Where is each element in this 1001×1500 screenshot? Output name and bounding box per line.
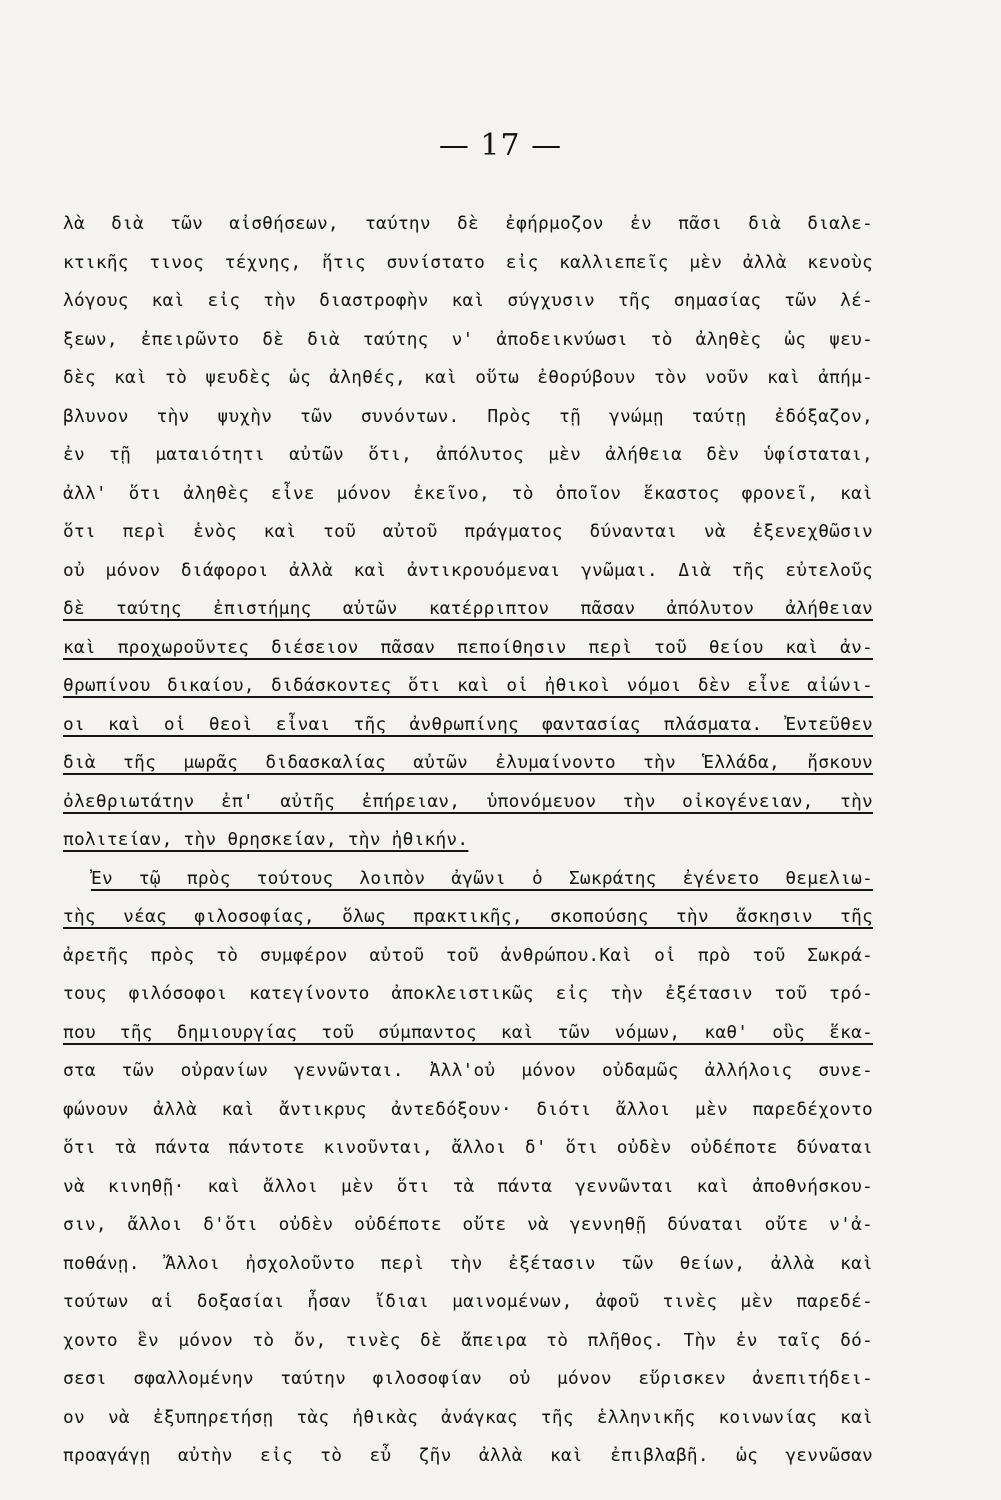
text-line-content: στα τῶν οὐρανίων γεννῶνται. Ἀλλ'οὐ μόνον οὐδαμῶς ἀλλήλοις συνε- bbox=[63, 1060, 873, 1081]
text-line-content: χοντο ἓν μόνον τὸ ὄν, τινὲς δὲ ἄπειρα τὸ πλῆθος. Τὴν ἐν ταῖς δό- bbox=[63, 1329, 873, 1351]
text-line-content: ξεων, ἐπειρῶντο δὲ διὰ ταύτης ν' ἀποδεικνύωσι τὸ ἀληθὲς ὡς ψευ- bbox=[63, 328, 873, 350]
text-line bbox=[63, 1245, 873, 1284]
text-line-content: ὀλεθριωτάτην ἐπ' αὐτῆς ἐπήρειαν, ὑπονόμευον τὴν οἰκογένειαν, τὴν bbox=[63, 790, 873, 812]
text-line bbox=[63, 937, 873, 976]
text-line-content: πολιτείαν, τὴν θρησκείαν, τὴν ἠθικήν. bbox=[63, 829, 469, 850]
page-number: — 17 — bbox=[438, 128, 563, 163]
text-line-content: τούτων αἱ δοξασίαι ἦσαν ἴδιαι μαινομένων, ἀφοῦ τινὲς μὲν παρεδέ- bbox=[63, 1291, 873, 1312]
text-line bbox=[63, 475, 873, 514]
text-line-content: σεσι σφαλλομένην ταύτην φιλοσοφίαν οὐ μόνον εὕρισκεν ἀνεπιτήδει- bbox=[63, 1368, 873, 1389]
text-line-content: ἀρετῆς πρὸς τὸ συμφέρον αὐτοῦ τοῦ ἀνθρώπου.Καὶ οἱ πρὸ τοῦ Σωκρά- bbox=[63, 944, 873, 966]
text-line-content: διὰ τῆς μωρᾶς διδασκαλίας αὐτῶν ἐλυμαίνοντο τὴν Ἑλλάδα, ἤσκουν bbox=[63, 752, 873, 773]
text-line bbox=[63, 398, 873, 437]
text-line-content: κτικῆς τινος τέχνης, ἥτις συνίστατο εἰς καλλιεπεῖς μὲν ἀλλὰ κενοὺς bbox=[63, 251, 873, 273]
text-line-content: προαγάγῃ αὐτὴν εἰς τὸ εὖ ζῆν ἀλλὰ καὶ ἐπιβλαβῆ. ὡς γεννῶσαν bbox=[63, 1445, 873, 1466]
text-line-content: ποθάνῃ. Ἄλλοι ἠσχολοῦντο περὶ τὴν ἐξέτασιν τῶν θείων, ἀλλὰ καὶ bbox=[63, 1252, 873, 1274]
text-line-content: ἀλλ' ὅτι ἀληθὲς εἶνε μόνον ἐκεῖνο, τὸ ὁποῖον ἕκαστος φρονεῖ, καὶ bbox=[63, 482, 873, 504]
text-line-content: δὲς καὶ τὸ ψευδὲς ὡς ἀληθές, καὶ οὕτω ἐθορύβουν τὸν νοῦν καὶ ἀπήμ- bbox=[63, 367, 873, 388]
text-line bbox=[63, 1091, 873, 1130]
text-line bbox=[63, 629, 873, 668]
text-line-content: τὴς νέας φιλοσοφίας, ὅλως πρακτικῆς, σκοπούσης τὴν ἄσκησιν τῆς bbox=[63, 906, 873, 927]
text-line-content: βλυνον τὴν ψυχὴν τῶν συνόντων. Πρὸς τῇ γνώμῃ ταύτῃ ἐδόξαζον, bbox=[63, 405, 873, 427]
text-line bbox=[63, 744, 873, 783]
text-line bbox=[63, 590, 873, 629]
text-line bbox=[63, 205, 873, 244]
text-line-content: ἐν τῇ ματαιότητι αὐτῶν ὅτι, ἀπόλυτος μὲν ἀλήθεια δὲν ὑφίσταται, bbox=[63, 444, 873, 465]
text-line bbox=[63, 1283, 873, 1322]
text-line bbox=[63, 1014, 873, 1053]
text-line bbox=[63, 244, 873, 283]
text-line bbox=[63, 1168, 873, 1207]
text-line-content: φώνουν ἀλλὰ καὶ ἄντικρυς ἀντεδόξουν· διότι ἄλλοι μὲν παρεδέχοντο bbox=[63, 1098, 873, 1120]
text-line bbox=[63, 359, 873, 398]
text-line-content: λὰ διὰ τῶν αἰσθήσεων, ταύτην δὲ ἐφήρμοζον ἐν πᾶσι διὰ διαλε- bbox=[63, 213, 873, 234]
text-line-content: οι καὶ οἱ θεοὶ εἶναι τῆς ἀνθρωπίνης φαντασίας πλάσματα. Ἐντεῦθεν bbox=[63, 713, 873, 735]
text-line bbox=[63, 436, 873, 475]
text-line-content: οὐ μόνον διάφοροι ἀλλὰ καὶ ἀντικρουόμεναι γνῶμαι. Διὰ τῆς εὐτελοῦς bbox=[63, 559, 873, 581]
text-line-content: δὲ ταύτης ἐπιστήμης αὐτῶν κατέρριπτον πᾶσαν ἀπόλυτον ἀλήθειαν bbox=[63, 598, 873, 619]
text-line-content: ὅτι περὶ ἑνὸς καὶ τοῦ αὐτοῦ πράγματος δύνανται νὰ ἐξενεχθῶσιν bbox=[63, 521, 873, 542]
text-line-content: νὰ κινηθῇ· καὶ ἄλλοι μὲν ὅτι τὰ πάντα γεννῶνται καὶ ἀποθνήσκου- bbox=[63, 1175, 873, 1197]
text-line-content: ὅτι τὰ πάντα πάντοτε κινοῦνται, ἄλλοι δ' ὅτι οὐδὲν οὐδέποτε δύναται bbox=[63, 1137, 873, 1158]
text-line-content: λόγους καὶ εἰς τὴν διαστροφὴν καὶ σύγχυσιν τῆς σημασίας τῶν λέ- bbox=[63, 290, 873, 311]
text-line-content: ον νὰ ἐξυπηρετήσῃ τὰς ἠθικὰς ἀνάγκας τῆς ἑλληνικῆς κοινωνίας καὶ bbox=[63, 1406, 873, 1428]
text-line-content: τους φιλόσοφοι κατεγίνοντο ἀποκλειστικῶς εἰς τὴν ἐξέτασιν τοῦ τρό- bbox=[63, 983, 873, 1004]
text-line-content: που τῆς δημιουργίας τοῦ σύμπαντος καὶ τῶν νόμων, καθ' οὓς ἕκα- bbox=[63, 1021, 873, 1043]
text-line bbox=[63, 1322, 873, 1361]
text-line-content: θρωπίνου δικαίου, διδάσκοντες ὅτι καὶ οἱ ἠθικοὶ νόμοι δὲν εἶνε αἰώνι- bbox=[63, 675, 873, 696]
text-line bbox=[63, 821, 873, 860]
text-line bbox=[63, 860, 873, 899]
text-line bbox=[63, 1052, 873, 1091]
text-line bbox=[63, 898, 873, 937]
text-line bbox=[63, 975, 873, 1014]
text-line bbox=[63, 783, 873, 822]
text-line-content: σιν, ἄλλοι δ'ὅτι οὐδὲν οὐδέποτε οὔτε νὰ γεννηθῇ δύναται οὔτε ν'ἀ- bbox=[63, 1214, 873, 1235]
text-line-content: Ἐν τῷ πρὸς τούτους λοιπὸν ἀγῶνι ὁ Σωκράτης ἐγένετο θεμελιω- bbox=[91, 867, 873, 889]
body-text bbox=[63, 205, 873, 1476]
text-line bbox=[63, 1437, 873, 1476]
text-line-content: καὶ προχωροῦντες διέσειον πᾶσαν πεποίθησιν περὶ τοῦ θείου καὶ ἀν- bbox=[63, 636, 873, 658]
text-line bbox=[63, 513, 873, 552]
text-line bbox=[63, 706, 873, 745]
text-line bbox=[63, 321, 873, 360]
text-line bbox=[63, 1360, 873, 1399]
text-line bbox=[63, 1206, 873, 1245]
text-line bbox=[63, 1129, 873, 1168]
text-line bbox=[63, 282, 873, 321]
text-line bbox=[63, 1399, 873, 1438]
text-line bbox=[63, 552, 873, 591]
text-line bbox=[63, 667, 873, 706]
